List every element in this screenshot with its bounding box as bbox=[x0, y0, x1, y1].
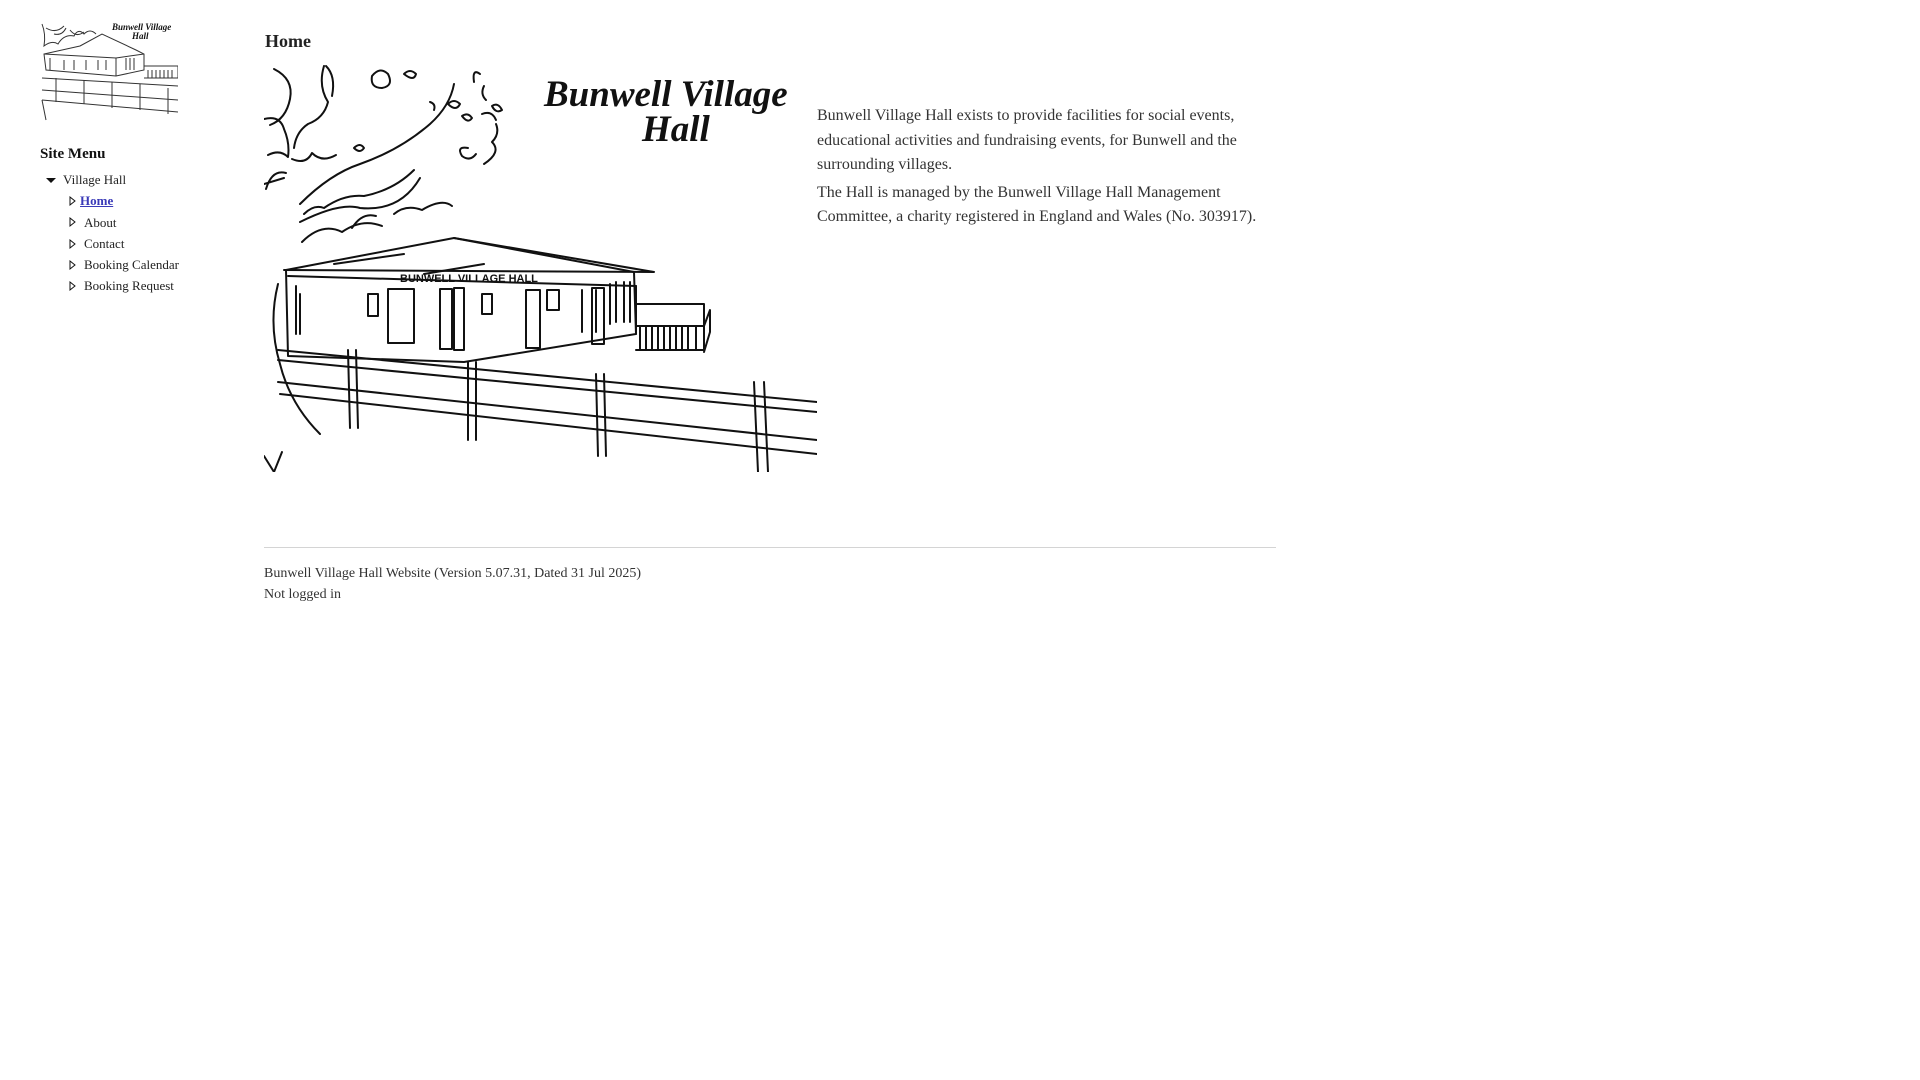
svg-text:Bunwell Village: Bunwell Village bbox=[112, 22, 172, 32]
svg-text:Bunwell Village: Bunwell Village bbox=[544, 74, 788, 115]
menu-item-booking-request[interactable] bbox=[40, 275, 240, 296]
page-title: Home bbox=[265, 31, 311, 51]
main-content bbox=[264, 20, 1276, 484]
site-menu bbox=[40, 169, 240, 297]
menu-label-booking-request[interactable]: Booking Request bbox=[84, 278, 174, 294]
triangle-right-icon bbox=[64, 259, 80, 271]
login-status: Not logged in bbox=[264, 587, 341, 602]
menu-label-booking-calendar[interactable]: Booking Calendar bbox=[84, 257, 179, 273]
sidebar bbox=[40, 20, 240, 297]
menu-item-village-hall[interactable] bbox=[40, 169, 240, 190]
footer-divider bbox=[264, 547, 1276, 548]
intro-paragraph: Bunwell Village Hall exists to provide facilities for social events, educational activities and fundraising events, for Bunwell and the surrounding villages. bbox=[817, 107, 1237, 173]
menu-label-contact[interactable]: Contact bbox=[84, 235, 125, 251]
menu-item-booking-calendar[interactable] bbox=[40, 254, 240, 275]
village-hall-drawing bbox=[264, 64, 817, 472]
svg-text:Hall: Hall bbox=[132, 31, 149, 41]
triangle-right-icon bbox=[64, 238, 80, 250]
footer bbox=[264, 563, 641, 605]
intro-text bbox=[817, 104, 1277, 233]
menu-item-home[interactable] bbox=[40, 190, 240, 211]
menu-label-home[interactable]: Home bbox=[80, 193, 114, 209]
site-menu-title: Site Menu bbox=[40, 146, 106, 162]
version-text: Bunwell Village Hall Website (Version 5.07.31, Dated 31 Jul 2025) bbox=[264, 566, 642, 581]
menu-label-about[interactable]: About bbox=[84, 214, 117, 230]
triangle-down-icon[interactable] bbox=[43, 174, 59, 186]
intro-paragraph: The Hall is managed by the Bunwell Village Hall Management Committee, a charity registered in England and Wales (No. 303917). bbox=[817, 183, 1257, 225]
triangle-right-icon bbox=[64, 216, 80, 228]
village-hall-logo[interactable] bbox=[40, 20, 178, 124]
triangle-right-icon bbox=[64, 280, 80, 292]
content-area bbox=[264, 64, 1276, 484]
menu-item-contact[interactable] bbox=[40, 233, 240, 254]
triangle-right-icon bbox=[64, 195, 80, 207]
svg-text:Hall: Hall bbox=[642, 109, 710, 150]
svg-text:BUNWELL VILLAGE HALL: BUNWELL VILLAGE HALL bbox=[400, 273, 538, 285]
menu-label-village-hall[interactable]: Village Hall bbox=[63, 172, 127, 187]
menu-item-about[interactable] bbox=[40, 212, 240, 233]
